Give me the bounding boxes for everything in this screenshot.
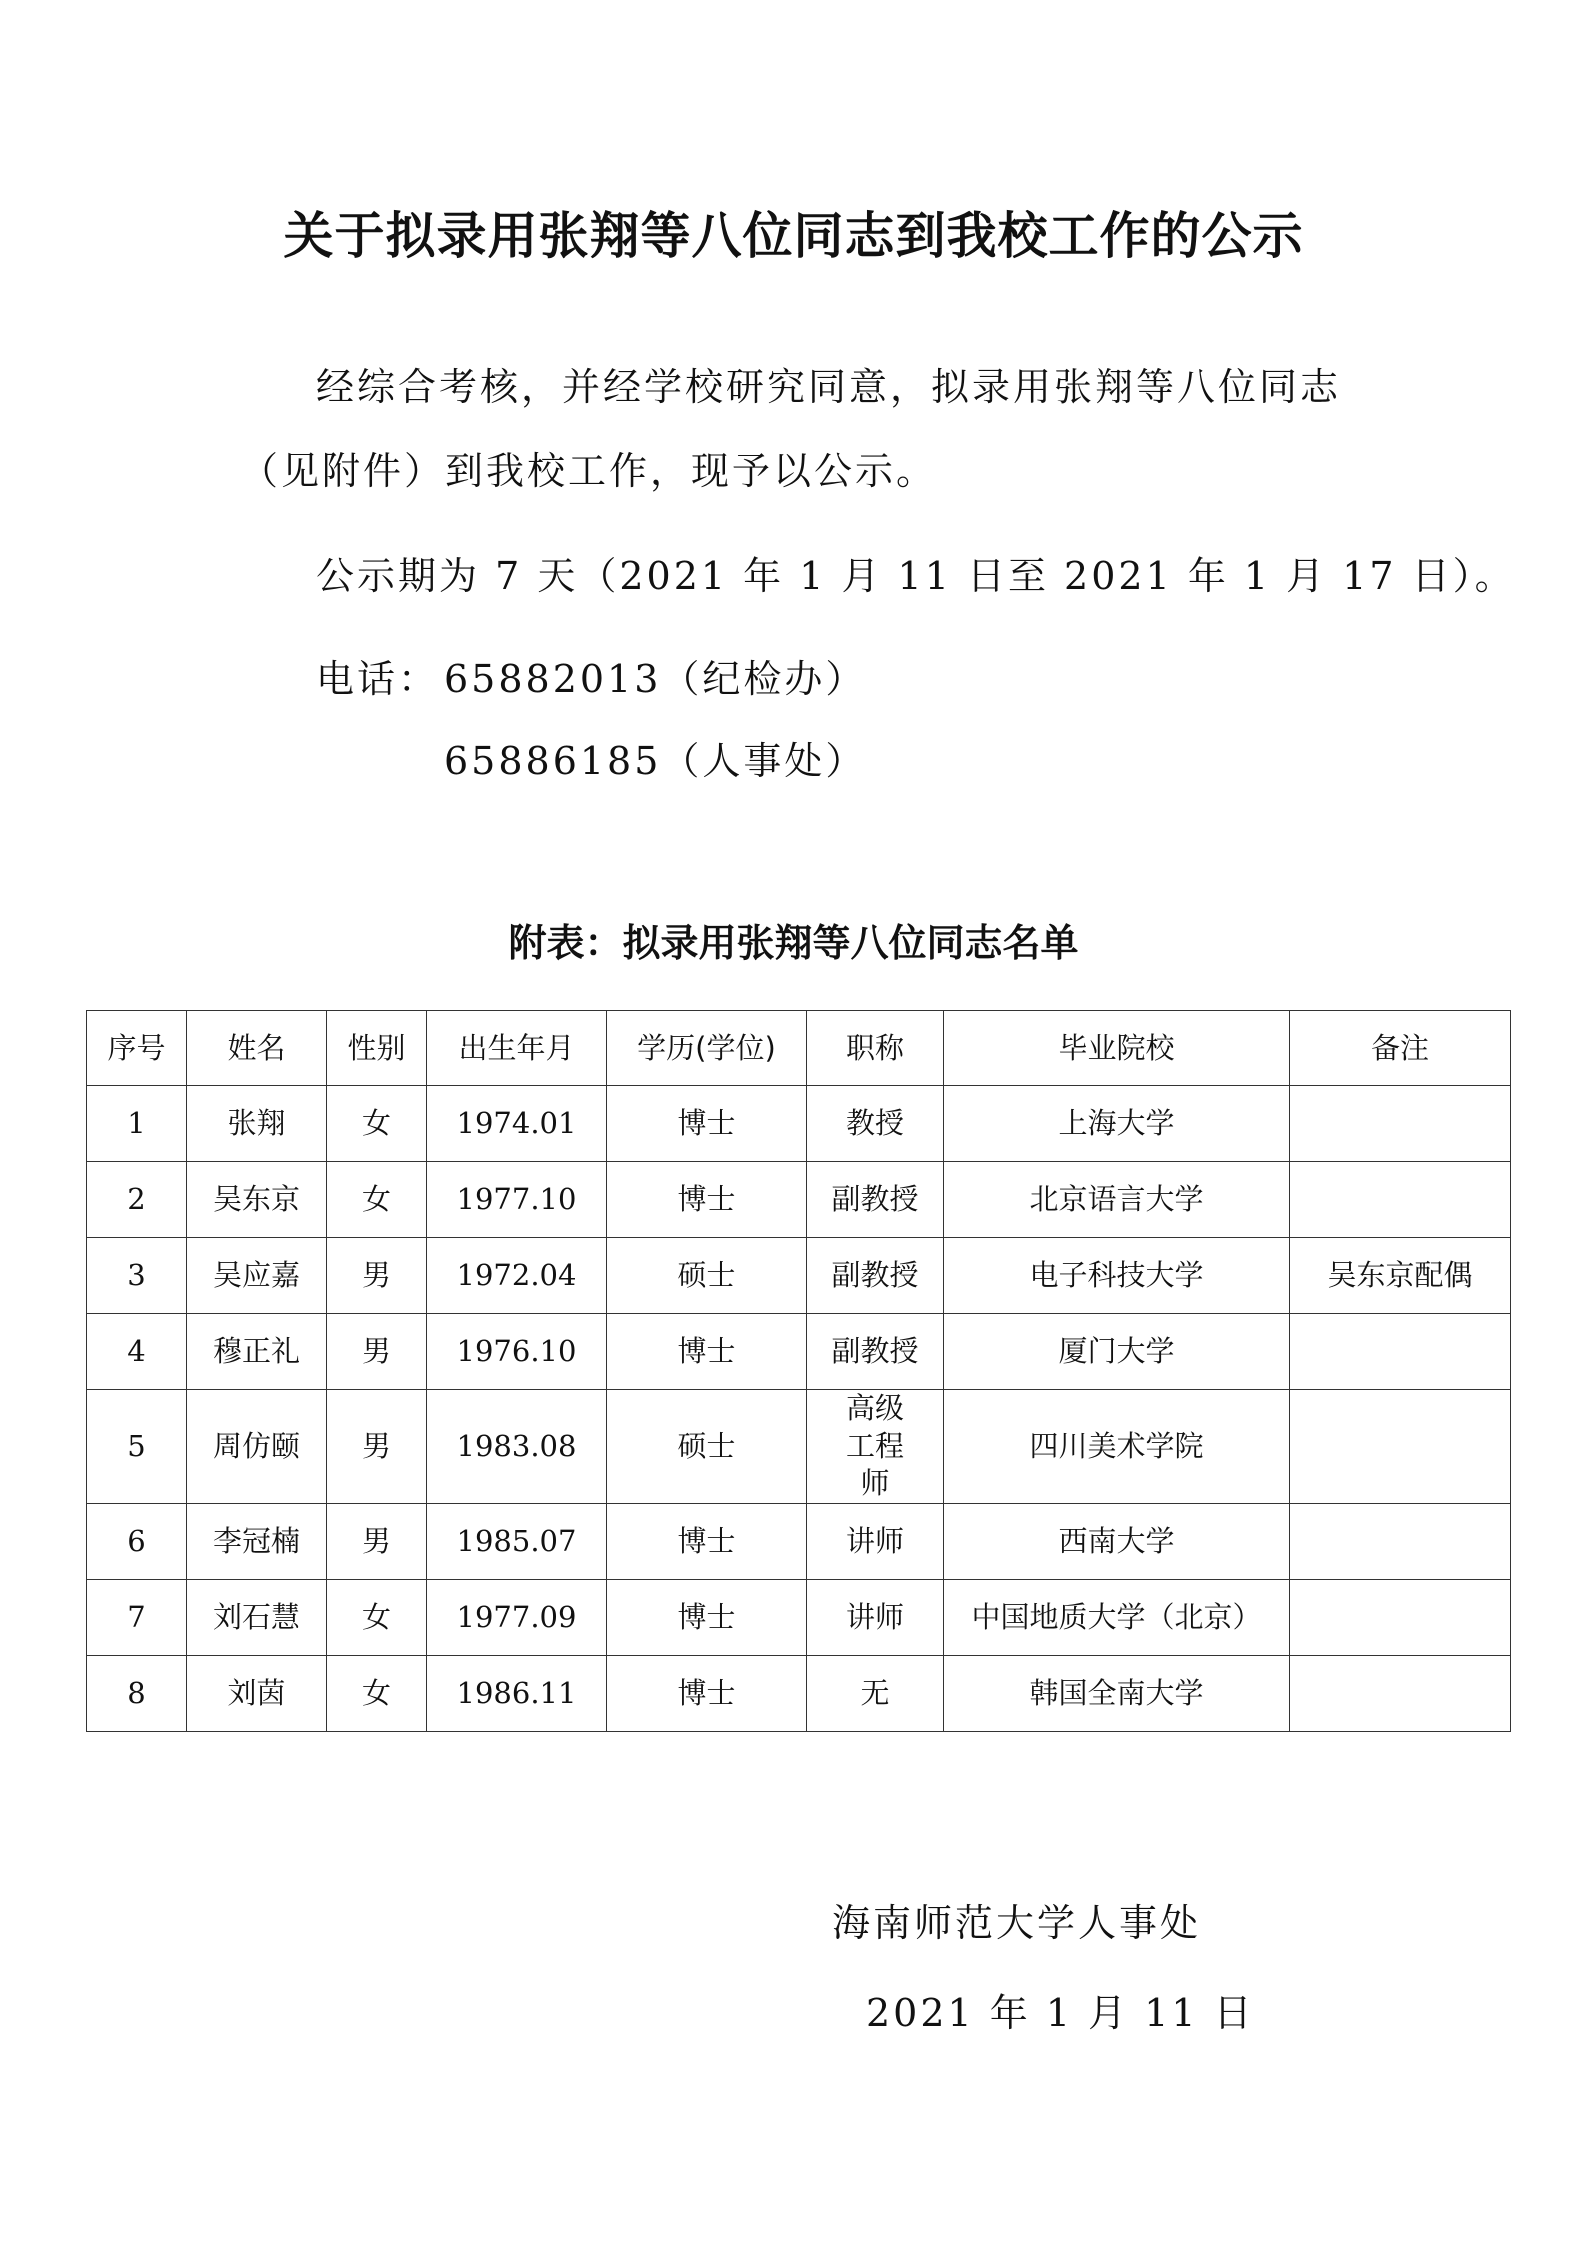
cell-name: 刘茵 <box>187 1656 327 1732</box>
cell-name: 吴应嘉 <box>187 1238 327 1314</box>
cell-gender: 女 <box>327 1162 427 1238</box>
header-index: 序号 <box>87 1011 187 1086</box>
cell-index: 3 <box>87 1238 187 1314</box>
header-remarks: 备注 <box>1290 1011 1511 1086</box>
cell-remarks <box>1290 1162 1511 1238</box>
cell-school: 四川美术学院 <box>944 1390 1290 1504</box>
cell-school: 厦门大学 <box>944 1314 1290 1390</box>
cell-school: 韩国全南大学 <box>944 1656 1290 1732</box>
cell-name: 李冠楠 <box>187 1504 327 1580</box>
cell-remarks <box>1290 1656 1511 1732</box>
cell-degree: 博士 <box>607 1086 807 1162</box>
table-row <box>87 1162 1511 1238</box>
cell-remarks <box>1290 1314 1511 1390</box>
signature-organization: 海南师范大学人事处 <box>832 1901 1202 1945</box>
contact-phone-2 <box>444 730 866 785</box>
cell-degree: 硕士 <box>607 1238 807 1314</box>
cell-school: 电子科技大学 <box>944 1238 1290 1314</box>
cell-name: 周仿颐 <box>187 1390 327 1504</box>
cell-title <box>807 1390 944 1504</box>
cell-index: 8 <box>87 1656 187 1732</box>
cell-remarks <box>1290 1086 1511 1162</box>
cell-name: 刘石慧 <box>187 1580 327 1656</box>
cell-gender: 男 <box>327 1504 427 1580</box>
cell-birth: 1985.07 <box>427 1504 607 1580</box>
cell-birth: 1977.10 <box>427 1162 607 1238</box>
cell-title-wrap: 高级工程师 <box>845 1391 904 1501</box>
body-paragraph-publicity-period: 公示期为 7 天（2021 年 1 月 11 日至 2021 年 1 月 17 日）。 <box>316 554 1516 598</box>
cell-title: 副教授 <box>807 1162 944 1238</box>
header-title: 职称 <box>807 1011 944 1086</box>
cell-remarks: 吴东京配偶 <box>1290 1238 1511 1314</box>
table-row <box>87 1238 1511 1314</box>
cell-birth: 1976.10 <box>427 1314 607 1390</box>
cell-birth: 1972.04 <box>427 1238 607 1314</box>
table-row <box>87 1656 1511 1732</box>
cell-index: 2 <box>87 1162 187 1238</box>
table-row <box>87 1580 1511 1656</box>
cell-index: 6 <box>87 1504 187 1580</box>
cell-index: 1 <box>87 1086 187 1162</box>
cell-school: 北京语言大学 <box>944 1162 1290 1238</box>
page-title: 关于拟录用张翔等八位同志到我校工作的公示 <box>283 207 1304 265</box>
table-row <box>87 1504 1511 1580</box>
phone-number-1: 65882013（纪检办） <box>444 657 867 701</box>
cell-index: 7 <box>87 1580 187 1656</box>
cell-index: 5 <box>87 1390 187 1504</box>
cell-degree: 硕士 <box>607 1390 807 1504</box>
cell-birth: 1974.01 <box>427 1086 607 1162</box>
cell-remarks <box>1290 1390 1511 1504</box>
cell-degree: 博士 <box>607 1314 807 1390</box>
table-header-row <box>87 1011 1511 1086</box>
cell-title: 无 <box>807 1656 944 1732</box>
cell-degree: 博士 <box>607 1162 807 1238</box>
cell-remarks <box>1290 1580 1511 1656</box>
cell-title: 讲师 <box>807 1580 944 1656</box>
cell-name: 张翔 <box>187 1086 327 1162</box>
cell-degree: 博士 <box>607 1580 807 1656</box>
cell-gender: 女 <box>327 1086 427 1162</box>
cell-school: 上海大学 <box>944 1086 1290 1162</box>
phone-number-2: 65886185（人事处） <box>444 739 867 783</box>
cell-degree: 博士 <box>607 1656 807 1732</box>
cell-name: 穆正礼 <box>187 1314 327 1390</box>
header-gender: 性别 <box>327 1011 427 1086</box>
body-paragraph-1-line-2: （见附件）到我校工作，现予以公示。 <box>240 449 938 493</box>
phone-label: 电话： <box>316 657 440 701</box>
cell-title: 讲师 <box>807 1504 944 1580</box>
cell-gender: 男 <box>327 1314 427 1390</box>
candidate-table <box>86 1010 1511 1732</box>
header-degree: 学历(学位) <box>607 1011 807 1086</box>
cell-birth: 1986.11 <box>427 1656 607 1732</box>
contact-phone-1 <box>316 648 866 703</box>
table-row <box>87 1086 1511 1162</box>
cell-gender: 男 <box>327 1390 427 1504</box>
cell-school: 西南大学 <box>944 1504 1290 1580</box>
header-name: 姓名 <box>187 1011 327 1086</box>
cell-gender: 女 <box>327 1580 427 1656</box>
header-school: 毕业院校 <box>944 1011 1290 1086</box>
cell-school: 中国地质大学（北京） <box>944 1580 1290 1656</box>
cell-birth: 1983.08 <box>427 1390 607 1504</box>
table-row <box>87 1390 1511 1504</box>
table-row <box>87 1314 1511 1390</box>
cell-title: 副教授 <box>807 1314 944 1390</box>
cell-remarks <box>1290 1504 1511 1580</box>
appendix-title: 附表：拟录用张翔等八位同志名单 <box>508 921 1079 965</box>
cell-name: 吴东京 <box>187 1162 327 1238</box>
cell-index: 4 <box>87 1314 187 1390</box>
header-birth: 出生年月 <box>427 1011 607 1086</box>
body-paragraph-1-line-1: 经综合考核，并经学校研究同意，拟录用张翔等八位同志 <box>316 365 1342 409</box>
cell-gender: 男 <box>327 1238 427 1314</box>
cell-title: 教授 <box>807 1086 944 1162</box>
signature-date: 2021 年 1 月 11 日 <box>866 1991 1255 2035</box>
cell-degree: 博士 <box>607 1504 807 1580</box>
cell-birth: 1977.09 <box>427 1580 607 1656</box>
cell-title: 副教授 <box>807 1238 944 1314</box>
cell-gender: 女 <box>327 1656 427 1732</box>
